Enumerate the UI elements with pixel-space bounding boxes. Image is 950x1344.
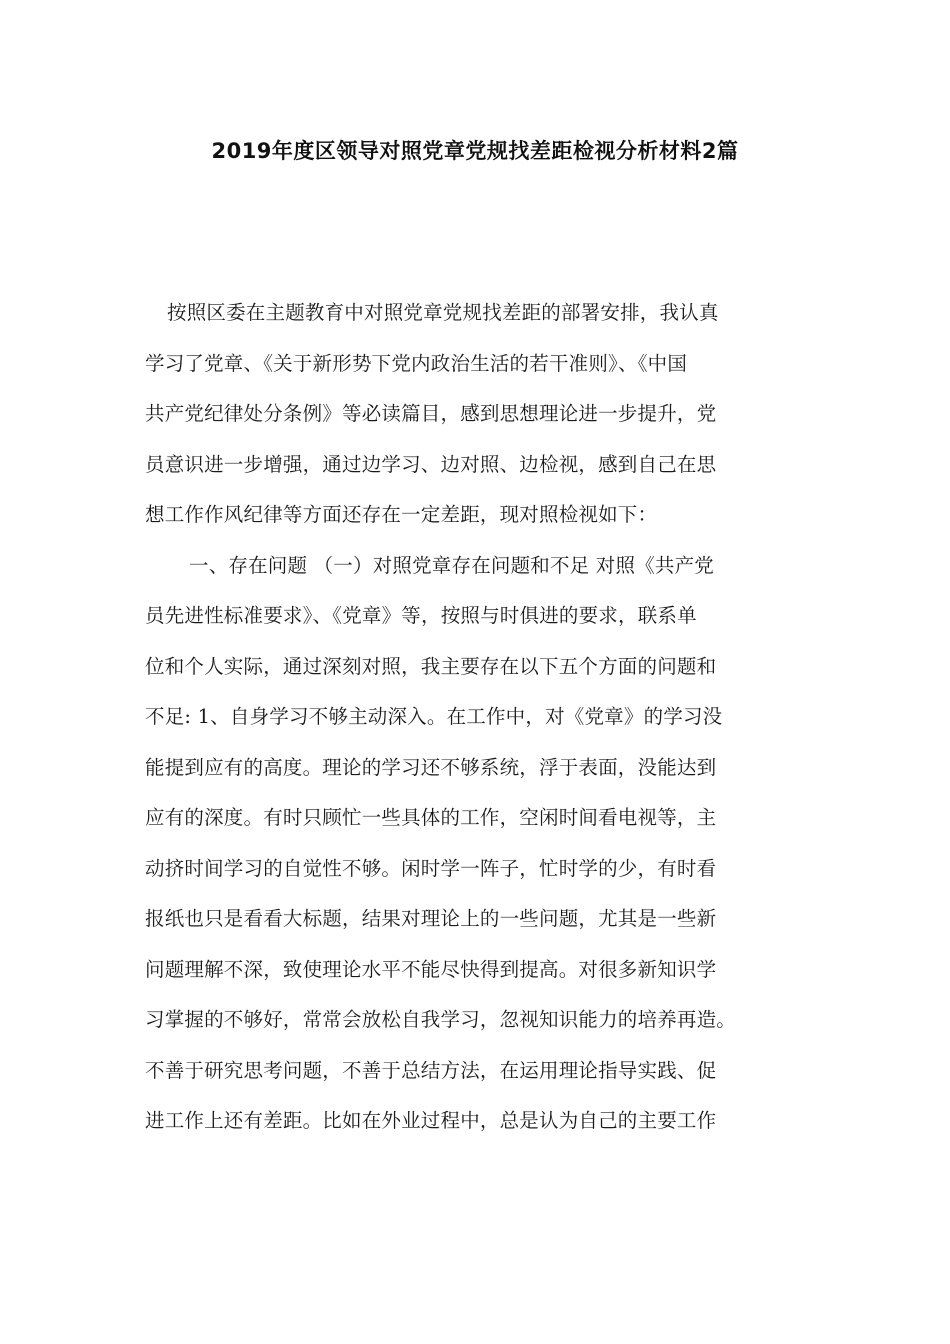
body-line: 学习了党章、《关于新形势下党内政治生活的若干准则》、《中国 <box>145 351 688 375</box>
body-line: 习掌握的不够好，常常会放松自我学习，忽视知识能力的培养再造。 <box>145 1008 737 1031</box>
body-line: 进工作上还有差距。比如在外业过程中，总是认为自己的主要工作 <box>145 1109 717 1132</box>
body-line: 共产党纪律处分条例》等必读篇目，感到思想理论进一步提升，党 <box>145 402 717 425</box>
body-line: 员意识进一步增强，通过边学习、边对照、边检视，感到自己在思 <box>145 452 717 476</box>
body-line: 按照区委在主题教育中对照党章党规找差距的部署安排，我认真 <box>167 301 719 324</box>
body-line: 动挤时间学习的自觉性不够。闲时学一阵子，忙时学的少，有时看 <box>145 856 717 880</box>
body-line: 报纸也只是看看大标题，结果对理论上的一些问题，尤其是一些新 <box>145 907 717 930</box>
body-line: 不足: 1、自身学习不够主动深入。在工作中，对《党章》的学习没 <box>145 705 723 728</box>
document-title: 2019年度区领导对照党章党规找差距检视分析材料2篇 <box>211 139 739 163</box>
body-line: 员先进性标准要求》、《党章》等，按照与时俱进的要求，联系单 <box>145 604 697 627</box>
document-body <box>145 294 825 1153</box>
body-line: 能提到应有的高度。理论的学习还不够系统，浮于表面，没能达到 <box>145 755 717 779</box>
body-line: 位和个人实际，通过深刻对照，我主要存在以下五个方面的问题和 <box>145 654 717 678</box>
body-line: 想工作作风纪律等方面还存在一定差距，现对照检视如下： <box>145 503 658 526</box>
body-line: 不善于研究思考问题，不善于总结方法，在运用理论指导实践、促 <box>145 1058 717 1082</box>
body-line: 应有的深度。有时只顾忙一些具体的工作，空闲时间看电视等，主 <box>145 806 717 829</box>
body-line: 一、存在问题 （一）对照党章存在问题和不足 对照《共产党 <box>189 553 714 577</box>
body-line: 问题理解不深，致使理论水平不能尽快得到提高。对很多新知识学 <box>145 957 717 981</box>
